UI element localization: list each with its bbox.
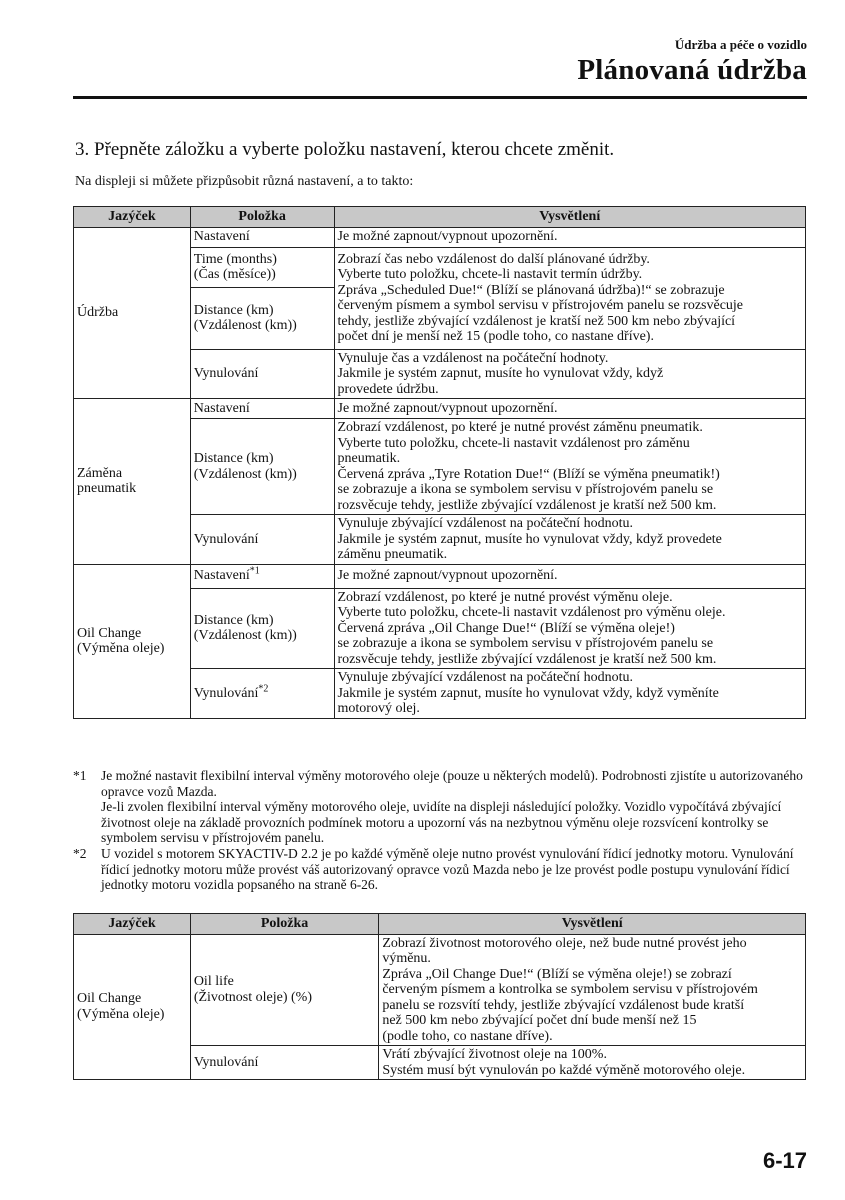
description-cell: Vrátí zbývající životnost oleje na 100%. Systém musí být vynulován po každé výměně motorového oleje.: [379, 1046, 806, 1080]
description-cell: Vynuluje zbývající vzdálenost na počáteční hodnotu. Jakmile je systém zapnut, musíte ho vynulovat vždy, když vyměníte motorový olej.: [334, 669, 806, 719]
page-number: 6-17: [762, 1148, 807, 1173]
column-header-description: Vysvětlení: [379, 914, 806, 935]
column-header-item: Položka: [190, 207, 334, 228]
description-cell: Je možné zapnout/vypnout upozornění.: [334, 227, 806, 247]
item-cell: Time (months) (Čas (měsíce)): [190, 247, 334, 287]
step-instruction: 3. Přepněte záložku a vyberte položku nastavení, kterou chcete změnit.: [75, 139, 615, 160]
item-cell: Distance (km) (Vzdálenost (km)): [190, 588, 334, 669]
description-cell: Vynuluje zbývající vzdálenost na počáteční hodnotu. Jakmile je systém zapnut, musíte ho vynulovat vždy, když provedete záměnu pneumatik.: [334, 515, 806, 565]
item-cell: Vynulování$^{*2}$: [190, 669, 334, 719]
item-cell: Distance (km) (Vzdálenost (km)): [190, 287, 334, 349]
item-cell: Vynulování: [190, 1046, 379, 1080]
item-cell: Vynulování: [190, 515, 334, 565]
tab-cell: Záměna pneumatik: [74, 399, 191, 565]
item-cell: Vynulování: [190, 349, 334, 399]
item-cell: Nastavení$^{*1}$: [190, 564, 334, 588]
footnote-marker: *1: [249, 565, 260, 577]
page-title: Plánovaná údržba: [577, 54, 807, 86]
footnote: *1 Je možné nastavit flexibilní interval výměny motorového oleje (pouze u některých modelů). Podrobnosti zjistíte u autorizovaného opravce vozů Mazda. Je-li zvolen flexibilní interval výměny motorového oleje, uvidíte na displeji následující položky. Vozidlo vypočítává zbývající životnost oleje na základě provozních podmínek motoru a upozorní vás na nezbytnou výměnu oleje rozsvícení kontrolky se symbolem servisu v přístrojovém panelu.: [73, 768, 803, 846]
column-header-description: Vysvětlení: [334, 207, 806, 228]
table-row: [74, 934, 806, 1046]
description-cell: Zobrazí vzdálenost, po které je nutné provést záměnu pneumatik. Vyberte tuto položku, chcete-li nastavit vzdálenost pro záměnu pneumatik. Červená zpráva „Tyre Rotation Due!“ (Blíží se výměna pneumatik!) se zobrazuje a ikona se symbolem servisu v přístrojovém panelu se rozsvěcuje tehdy, jestliže zbývající vzdálenost je kratší než 500 km.: [334, 419, 806, 515]
settings-table-1: [73, 206, 806, 719]
item-cell: Nastavení: [190, 399, 334, 419]
item-cell: Oil life (Životnost oleje) (%): [190, 934, 379, 1046]
intro-text: Na displeji si můžete přizpůsobit různá nastavení, a to takto:: [75, 174, 414, 189]
settings-table-2: [73, 913, 806, 1080]
tab-cell: Údržba: [74, 227, 191, 399]
table-row: [74, 227, 806, 247]
description-cell: Je možné zapnout/vypnout upozornění.: [334, 399, 806, 419]
footnotes: [73, 768, 808, 893]
description-cell: Zobrazí vzdálenost, po které je nutné provést výměnu oleje. Vyberte tuto položku, chcete-li nastavit vzdálenost pro výměnu oleje. Červená zpráva „Oil Change Due!“ (Blíží se výměna oleje!) se zobrazuje a ikona se symbolem servisu v přístrojovém panelu se rozsvěcuje tehdy, jestliže zbývající vzdálenost je kratší než 500 km.: [334, 588, 806, 669]
column-header-tab: Jazýček: [74, 207, 191, 228]
item-cell: Distance (km) (Vzdálenost (km)): [190, 419, 334, 515]
header-rule: [73, 96, 807, 99]
section-header: Údržba a péče o vozidlo: [674, 37, 807, 52]
footnote: *2 U vozidel s motorem SKYACTIV-D 2.2 je po každé výměně oleje nutno provést vynulování řídicí jednotky motoru. Vynulování řídicí jednotky motoru může provést váš autorizovaný opravce vozů Mazda nebo je lze provést podle postupu vynulování řídicí jednotky motoru vozidla popsaného na straně 6-26.: [73, 845, 794, 893]
description-cell: Zobrazí životnost motorového oleje, než bude nutné provést jeho výměnu. Zpráva „Oil Change Due!“ (Blíží se výměna oleje!) se zobrazí červeným písmem a kontrolka se symbolem servisu v přístrojovém panelu se rozsvítí tehdy, jestliže zbývající vzdálenost bude kratší než 500 km nebo zbývající počet dní bude menší než 15 (podle toho, co nastane dříve).: [379, 934, 806, 1046]
description-cell: Vynuluje čas a vzdálenost na počáteční hodnoty. Jakmile je systém zapnut, musíte ho vynulovat vždy, když provedete údržbu.: [334, 349, 806, 399]
description-cell: Zobrazí čas nebo vzdálenost do další plánované údržby. Vyberte tuto položku, chcete-li nastavit termín údržby. Zpráva „Scheduled Due!“ (Blíží se plánovaná údržba)!“ se zobrazuje červeným písmem a symbol servisu v přístrojovém panelu se rozsvěcuje tehdy, jestliže zbývající vzdálenost je kratší než 500 km nebo zbývající počet dní je menší než 15 (podle toho, co nastane dříve).: [334, 247, 806, 349]
description-cell: Je možné zapnout/vypnout upozornění.: [334, 564, 806, 588]
item-cell: Nastavení: [190, 227, 334, 247]
column-header-tab: Jazýček: [74, 914, 191, 935]
footnote-marker: *2: [258, 682, 269, 694]
table-row: [74, 399, 806, 419]
column-header-item: Položka: [190, 914, 379, 935]
tab-cell: Oil Change (Výměna oleje): [74, 564, 191, 718]
tab-cell: Oil Change (Výměna oleje): [74, 934, 191, 1080]
table-row: [74, 564, 806, 588]
